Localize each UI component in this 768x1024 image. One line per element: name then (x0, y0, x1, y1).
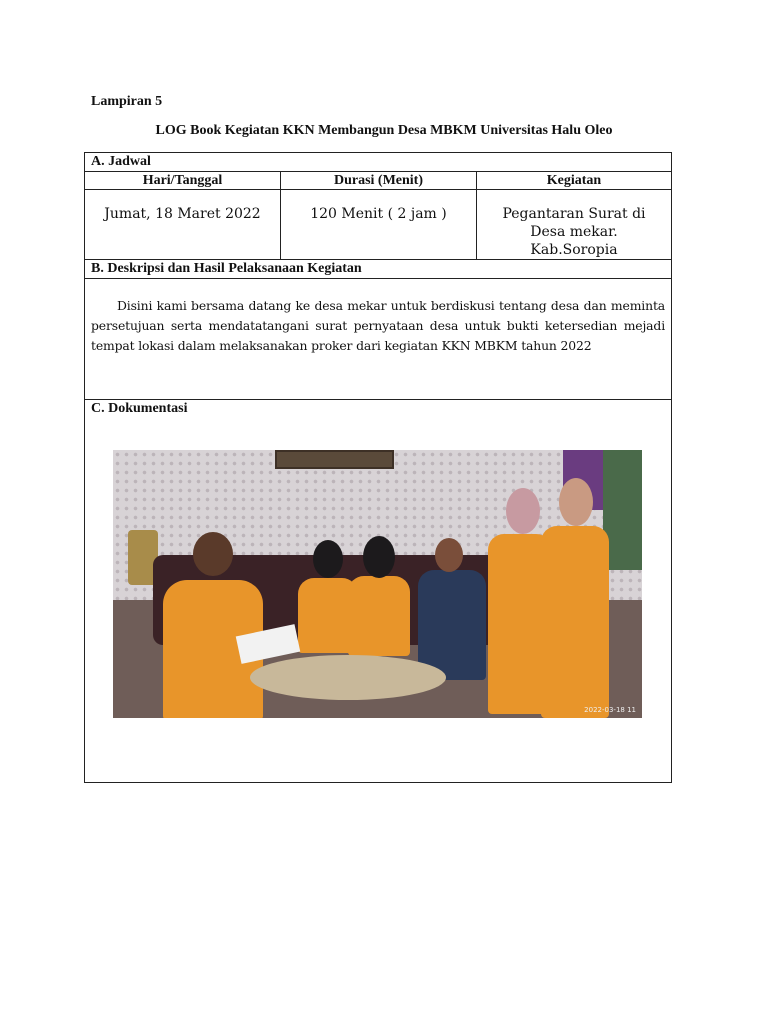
log-book-table (84, 152, 672, 783)
description-section-title: B. Deskripsi dan Hasil Pelaksanaan Kegiatan (85, 260, 672, 279)
coffee-table (250, 655, 446, 700)
schedule-activity: Pegantaran Surat di Desa mekar. Kab.Soropia (502, 206, 646, 258)
photo-timestamp: 2022-03-18 11 (584, 706, 636, 714)
schedule-date-cell (85, 190, 281, 260)
schedule-date: Jumat, 18 Maret 2022 (104, 206, 261, 222)
documentation-photo (113, 450, 642, 718)
description-cell (85, 279, 672, 400)
column-header-date: Hari/Tanggal (85, 172, 281, 190)
schedule-duration: 120 Menit ( 2 jam ) (310, 206, 447, 222)
schedule-section-title: A. Jadwal (85, 153, 672, 172)
attachment-label: Lampiran 5 (91, 94, 163, 109)
document-title: LOG Book Kegiatan KKN Membangun Desa MBKM Universitas Halu Oleo (155, 123, 613, 138)
description-text: Disini kami bersama datang ke desa mekar untuk berdiskusi tentang desa dan meminta persetujuan serta mendatatangani surat pernyataan desa untuk bukti ketersedian mejadi tempat lokasi dalam melaksanakan proker dari kegiatan KKN MBKM tahun 2022 (91, 298, 666, 353)
column-header-duration: Durasi (Menit) (281, 172, 477, 190)
column-header-activity: Kegiatan (477, 172, 672, 190)
documentation-cell (85, 400, 672, 783)
documentation-section-title: C. Dokumentasi (91, 401, 188, 416)
schedule-duration-cell (281, 190, 477, 260)
schedule-activity-cell (477, 190, 672, 260)
wall-frame (275, 450, 394, 469)
